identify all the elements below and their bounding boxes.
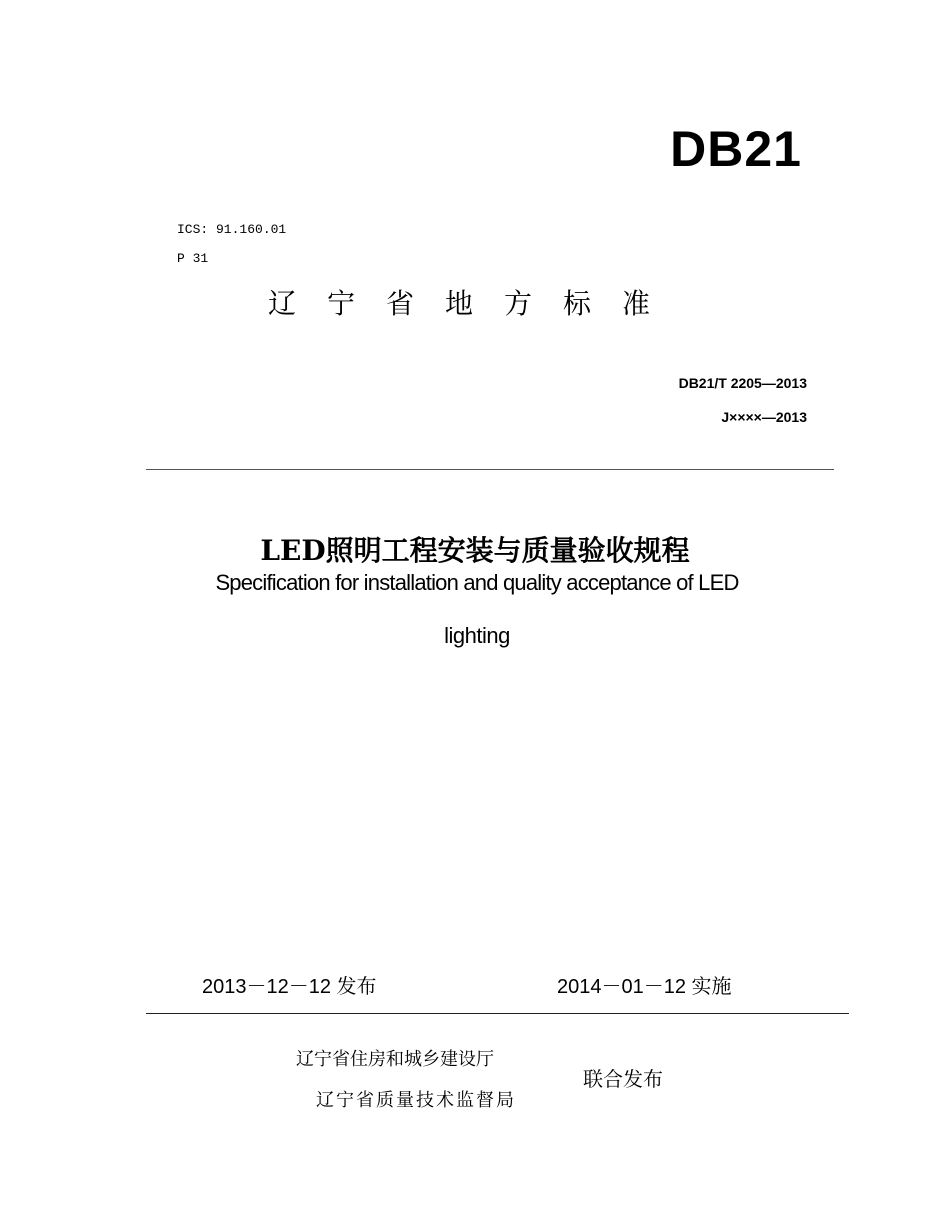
footer-divider [146, 1013, 849, 1014]
document-title-en-line2: lighting [444, 623, 510, 648]
header-divider [146, 469, 834, 470]
document-title-cn: LED照明工程安装与质量验收规程 [260, 534, 690, 567]
joint-issue-label: 联合发布 [583, 1067, 663, 1091]
standard-number: DB21/T 2205—2013 [678, 375, 807, 391]
ics-code: ICS: 91.160.01 [177, 222, 287, 237]
standard-code-prefix: DB21 [670, 121, 802, 177]
implementation-date: 2014－01－12 实施 [557, 976, 732, 998]
issue-date: 2013－12－12 发布 [202, 976, 377, 998]
classification-code: P 31 [177, 251, 209, 266]
filing-number: J××××—2013 [721, 409, 807, 425]
issuer-quality-bureau: 辽宁省质量技术监督局 [316, 1090, 516, 1111]
document-title-en-line1: Specification for installation and quality acceptance of LED [215, 570, 739, 595]
issuer-housing-department: 辽宁省住房和城乡建设厅 [296, 1049, 494, 1070]
standard-category-title: 辽宁省地方标准 [268, 287, 682, 320]
